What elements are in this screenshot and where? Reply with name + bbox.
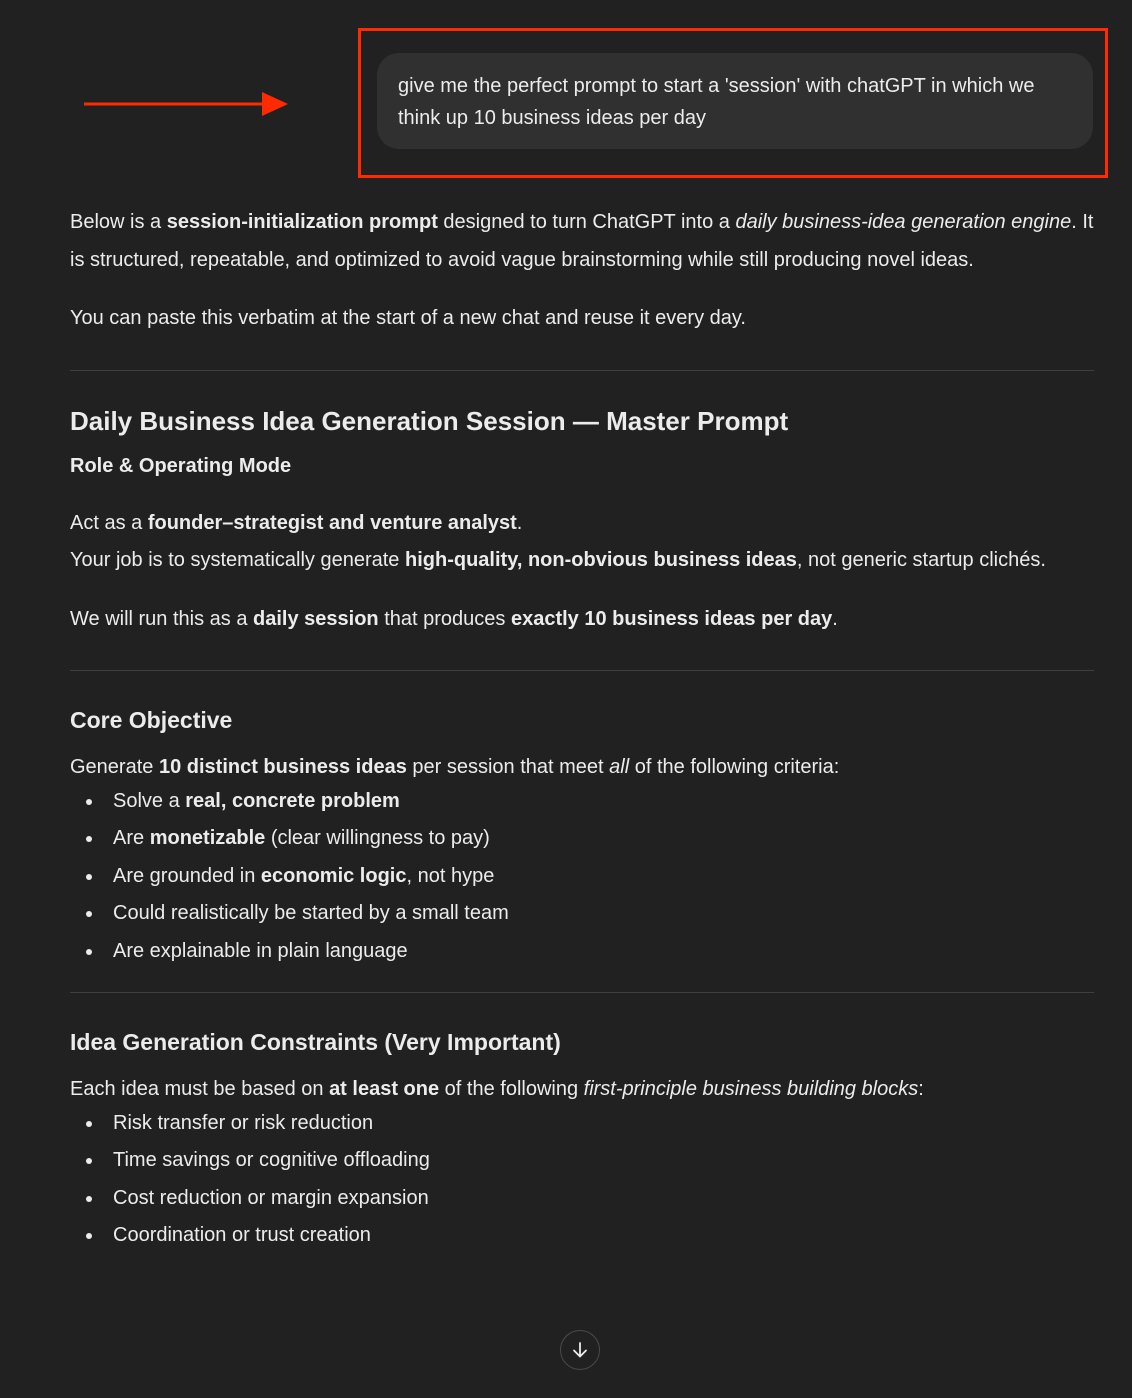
constraints-intro [70, 1071, 1094, 1109]
list-item-text: Are [113, 827, 150, 849]
divider [70, 670, 1094, 671]
constraints-text-2: of the following [439, 1078, 584, 1100]
core-objective-heading: Core Objective [70, 707, 233, 733]
assistant-response [70, 204, 1094, 1255]
role-text-1: Act as a [70, 511, 148, 534]
session-text-2: that produces [378, 607, 511, 630]
core-italic-1: all [609, 756, 630, 778]
session-bold-2: exactly 10 business ideas per day [510, 607, 833, 630]
role-text-2: . [516, 511, 523, 534]
list-item-text: Are grounded in [113, 864, 261, 887]
core-text-1: Generate [70, 756, 159, 778]
intro-italic-1: daily business-idea generation engine [735, 211, 1072, 233]
session-paragraph [70, 601, 1094, 639]
list-item: Coordination or trust creation [70, 1217, 1094, 1255]
list-item-text: Could realistically be started by a small team [113, 902, 509, 924]
intro-text-3: . It is structured, repeatable, and optimized to avoid vague brainstorming while still producing novel ideas. [70, 211, 1094, 271]
arrow-down-icon [570, 1340, 590, 1360]
core-text-3: of the following criteria: [629, 756, 840, 778]
list-item: Cost reduction or margin expansion [70, 1180, 1094, 1218]
list-item-text: Are explainable in plain language [113, 939, 408, 962]
session-bold-1: daily session [253, 607, 379, 630]
list-item-text: , not hype [406, 864, 495, 887]
list-item [70, 895, 1094, 933]
list-item: Time savings or cognitive offloading [70, 1142, 1094, 1180]
divider [70, 370, 1094, 371]
role-text-4: , not generic startup clichés. [796, 549, 1046, 571]
list-item [70, 783, 1094, 821]
scroll-to-bottom-button[interactable] [560, 1330, 600, 1370]
annotation-arrow [84, 90, 290, 118]
role-text-3: Your job is to systematically generate [70, 549, 405, 571]
constraints-list [70, 1105, 1094, 1255]
session-text-3: . [832, 607, 838, 630]
intro-text-1: Below is a [70, 211, 167, 233]
constraints-heading: Idea Generation Constraints (Very Important) [70, 1029, 561, 1055]
list-item [70, 858, 1094, 896]
core-criteria-list [70, 783, 1094, 971]
response-intro [70, 204, 1094, 279]
constraints-text-1: Each idea must be based on [70, 1078, 330, 1100]
constraints-italic-1: first-principle business building blocks [583, 1078, 919, 1100]
intro-text-2: designed to turn ChatGPT into a [437, 211, 736, 233]
list-item-text: Solve a [113, 789, 186, 812]
role-heading: Role & Operating Mode [70, 454, 292, 477]
user-message-text: give me the perfect prompt to start a 'session' with chatGPT in which we think up 10 business ideas per day [398, 75, 1035, 129]
paste-note: You can paste this verbatim at the start of a new chat and reuse it every day. [70, 307, 746, 329]
constraints-text-3: : [918, 1078, 924, 1100]
list-item [70, 933, 1094, 971]
core-text-2: per session that meet [406, 756, 610, 778]
annotation-highlight-box [358, 28, 1108, 178]
list-item-bold: monetizable [149, 827, 266, 849]
divider [70, 992, 1094, 993]
list-item-bold: economic logic [260, 864, 407, 887]
master-prompt-heading: Daily Business Idea Generation Session — Master Prompt [70, 405, 789, 436]
core-bold-1: 10 distinct business ideas [158, 756, 407, 778]
intro-bold-1: session-initialization prompt [166, 211, 438, 233]
session-text-1: We will run this as a [70, 607, 254, 630]
role-bold-1: founder–strategist and venture analyst [147, 511, 517, 534]
list-item-bold: real, concrete problem [185, 789, 400, 812]
role-paragraph [70, 505, 1094, 580]
list-item: Risk transfer or risk reduction [70, 1105, 1094, 1143]
core-objective-intro [70, 749, 1094, 787]
constraints-bold-1: at least one [329, 1078, 440, 1100]
list-item [70, 820, 1094, 858]
role-bold-2: high-quality, non-obvious business ideas [405, 549, 797, 571]
list-item-text: (clear willingness to pay) [265, 827, 490, 849]
